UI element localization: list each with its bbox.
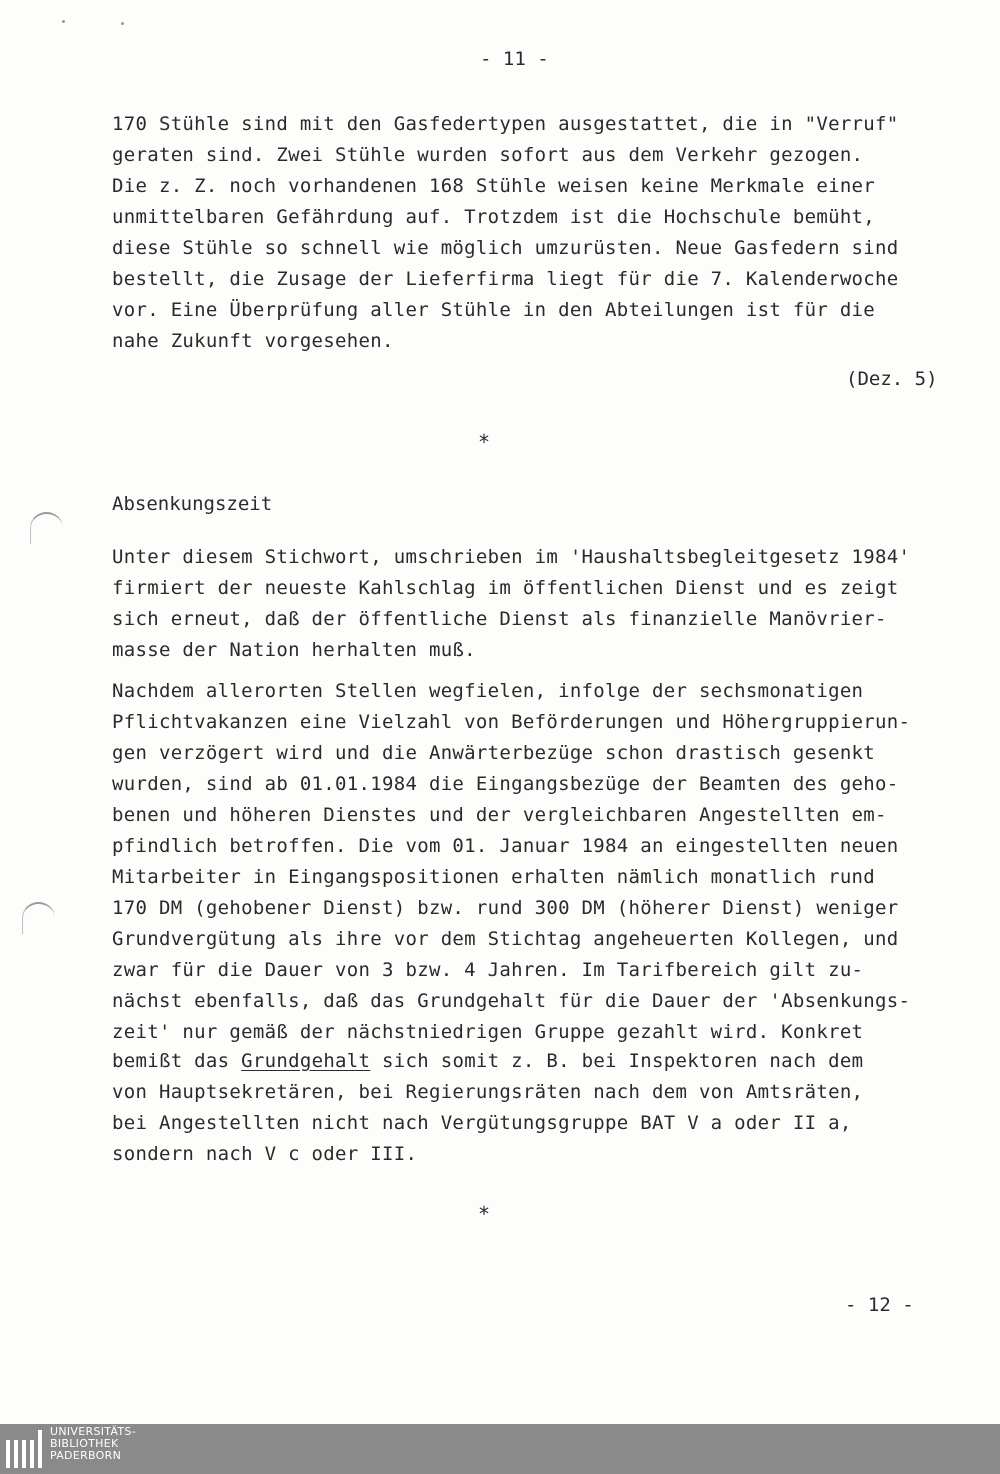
scan-speck <box>121 22 124 25</box>
text-line: vor. Eine Überprüfung aller Stühle in den Abteilungen ist für die <box>112 299 876 321</box>
library-logo-icon <box>6 1430 42 1468</box>
text-line: zeit' nur gemäß der nächstniedrigen Gruppe gezahlt wird. Konkret <box>112 1021 864 1043</box>
library-name <box>50 1426 136 1462</box>
text-line: diese Stühle so schnell wie möglich umzurüsten. Neue Gasfedern sind <box>112 237 899 259</box>
text-line: 170 Stühle sind mit den Gasfedertypen ausgestattet, die in "Verruf" <box>112 113 899 135</box>
scan-speck <box>62 20 65 23</box>
text-line: zwar für die Dauer von 3 bzw. 4 Jahren. Im Tarifbereich gilt zu- <box>112 959 864 981</box>
text-line: Mitarbeiter in Eingangspositionen erhalten nämlich monatlich rund <box>112 866 876 888</box>
library-name-line: UNIVERSITÄTS- <box>50 1425 136 1438</box>
text-line-underlined <box>112 1050 863 1072</box>
text-line: unmittelbaren Gefährdung auf. Trotzdem ist die Hochschule bemüht, <box>112 206 876 228</box>
text-line: Unter diesem Stichwort, umschrieben im 'Haushaltsbegleitgesetz 1984' <box>112 546 911 568</box>
library-footer-bar <box>0 1424 1000 1474</box>
text-line: sondern nach V c oder III. <box>112 1143 418 1165</box>
text-line: bei Angestellten nicht nach Vergütungsgruppe BAT V a oder II a, <box>112 1112 852 1134</box>
section-separator-asterisk: * <box>478 1202 491 1226</box>
library-name-line: PADERBORN <box>50 1449 122 1462</box>
text-line: nächst ebenfalls, daß das Grundgehalt für die Dauer der 'Absenkungs- <box>112 990 911 1012</box>
text-segment: sich somit z. B. bei Inspektoren nach dem <box>370 1050 864 1072</box>
section-separator-asterisk: * <box>478 430 491 454</box>
text-line: benen und höheren Dienstes und der vergleichbaren Angestellten em- <box>112 804 887 826</box>
text-line: wurden, sind ab 01.01.1984 die Eingangsbezüge der Beamten des geho- <box>112 773 899 795</box>
text-line: von Hauptsekretären, bei Regierungsräten nach dem von Amtsräten, <box>112 1081 864 1103</box>
punch-hole-mark <box>30 512 63 544</box>
text-line: pfindlich betroffen. Die vom 01. Januar 1984 an eingestellten neuen <box>112 835 899 857</box>
text-line: Grundvergütung als ihre vor dem Stichtag angeheuerten Kollegen, und <box>112 928 899 950</box>
text-line: Pflichtvakanzen eine Vielzahl von Beförderungen und Höhergruppierun- <box>112 711 911 733</box>
department-signature: (Dez. 5) <box>846 368 938 390</box>
text-line: 170 DM (gehobener Dienst) bzw. rund 300 DM (höherer Dienst) weniger <box>112 897 899 919</box>
text-segment: bemißt das <box>112 1050 242 1072</box>
text-line: Nachdem allerorten Stellen wegfielen, infolge der sechsmonatigen <box>112 680 864 702</box>
page-number-next: - 12 - <box>845 1294 914 1316</box>
underlined-term: Grundgehalt <box>241 1050 371 1072</box>
text-line: Die z. Z. noch vorhandenen 168 Stühle weisen keine Merkmale einer <box>112 175 876 197</box>
section-heading: Absenkungszeit <box>112 493 273 515</box>
punch-hole-mark <box>22 902 55 934</box>
text-line: nahe Zukunft vorgesehen. <box>112 330 394 352</box>
text-line: geraten sind. Zwei Stühle wurden sofort aus dem Verkehr gezogen. <box>112 144 864 166</box>
text-line: sich erneut, daß der öffentliche Dienst als finanzielle Manövrier- <box>112 608 887 630</box>
text-line: masse der Nation herhalten muß. <box>112 639 476 661</box>
page-number-top: - 11 - <box>480 48 549 70</box>
text-line: bestellt, die Zusage der Lieferfirma liegt für die 7. Kalenderwoche <box>112 268 899 290</box>
text-line: firmiert der neueste Kahlschlag im öffentlichen Dienst und es zeigt <box>112 577 899 599</box>
text-line: gen verzögert wird und die Anwärterbezüge schon drastisch gesenkt <box>112 742 876 764</box>
library-name-line: BIBLIOTHEK <box>50 1437 119 1450</box>
